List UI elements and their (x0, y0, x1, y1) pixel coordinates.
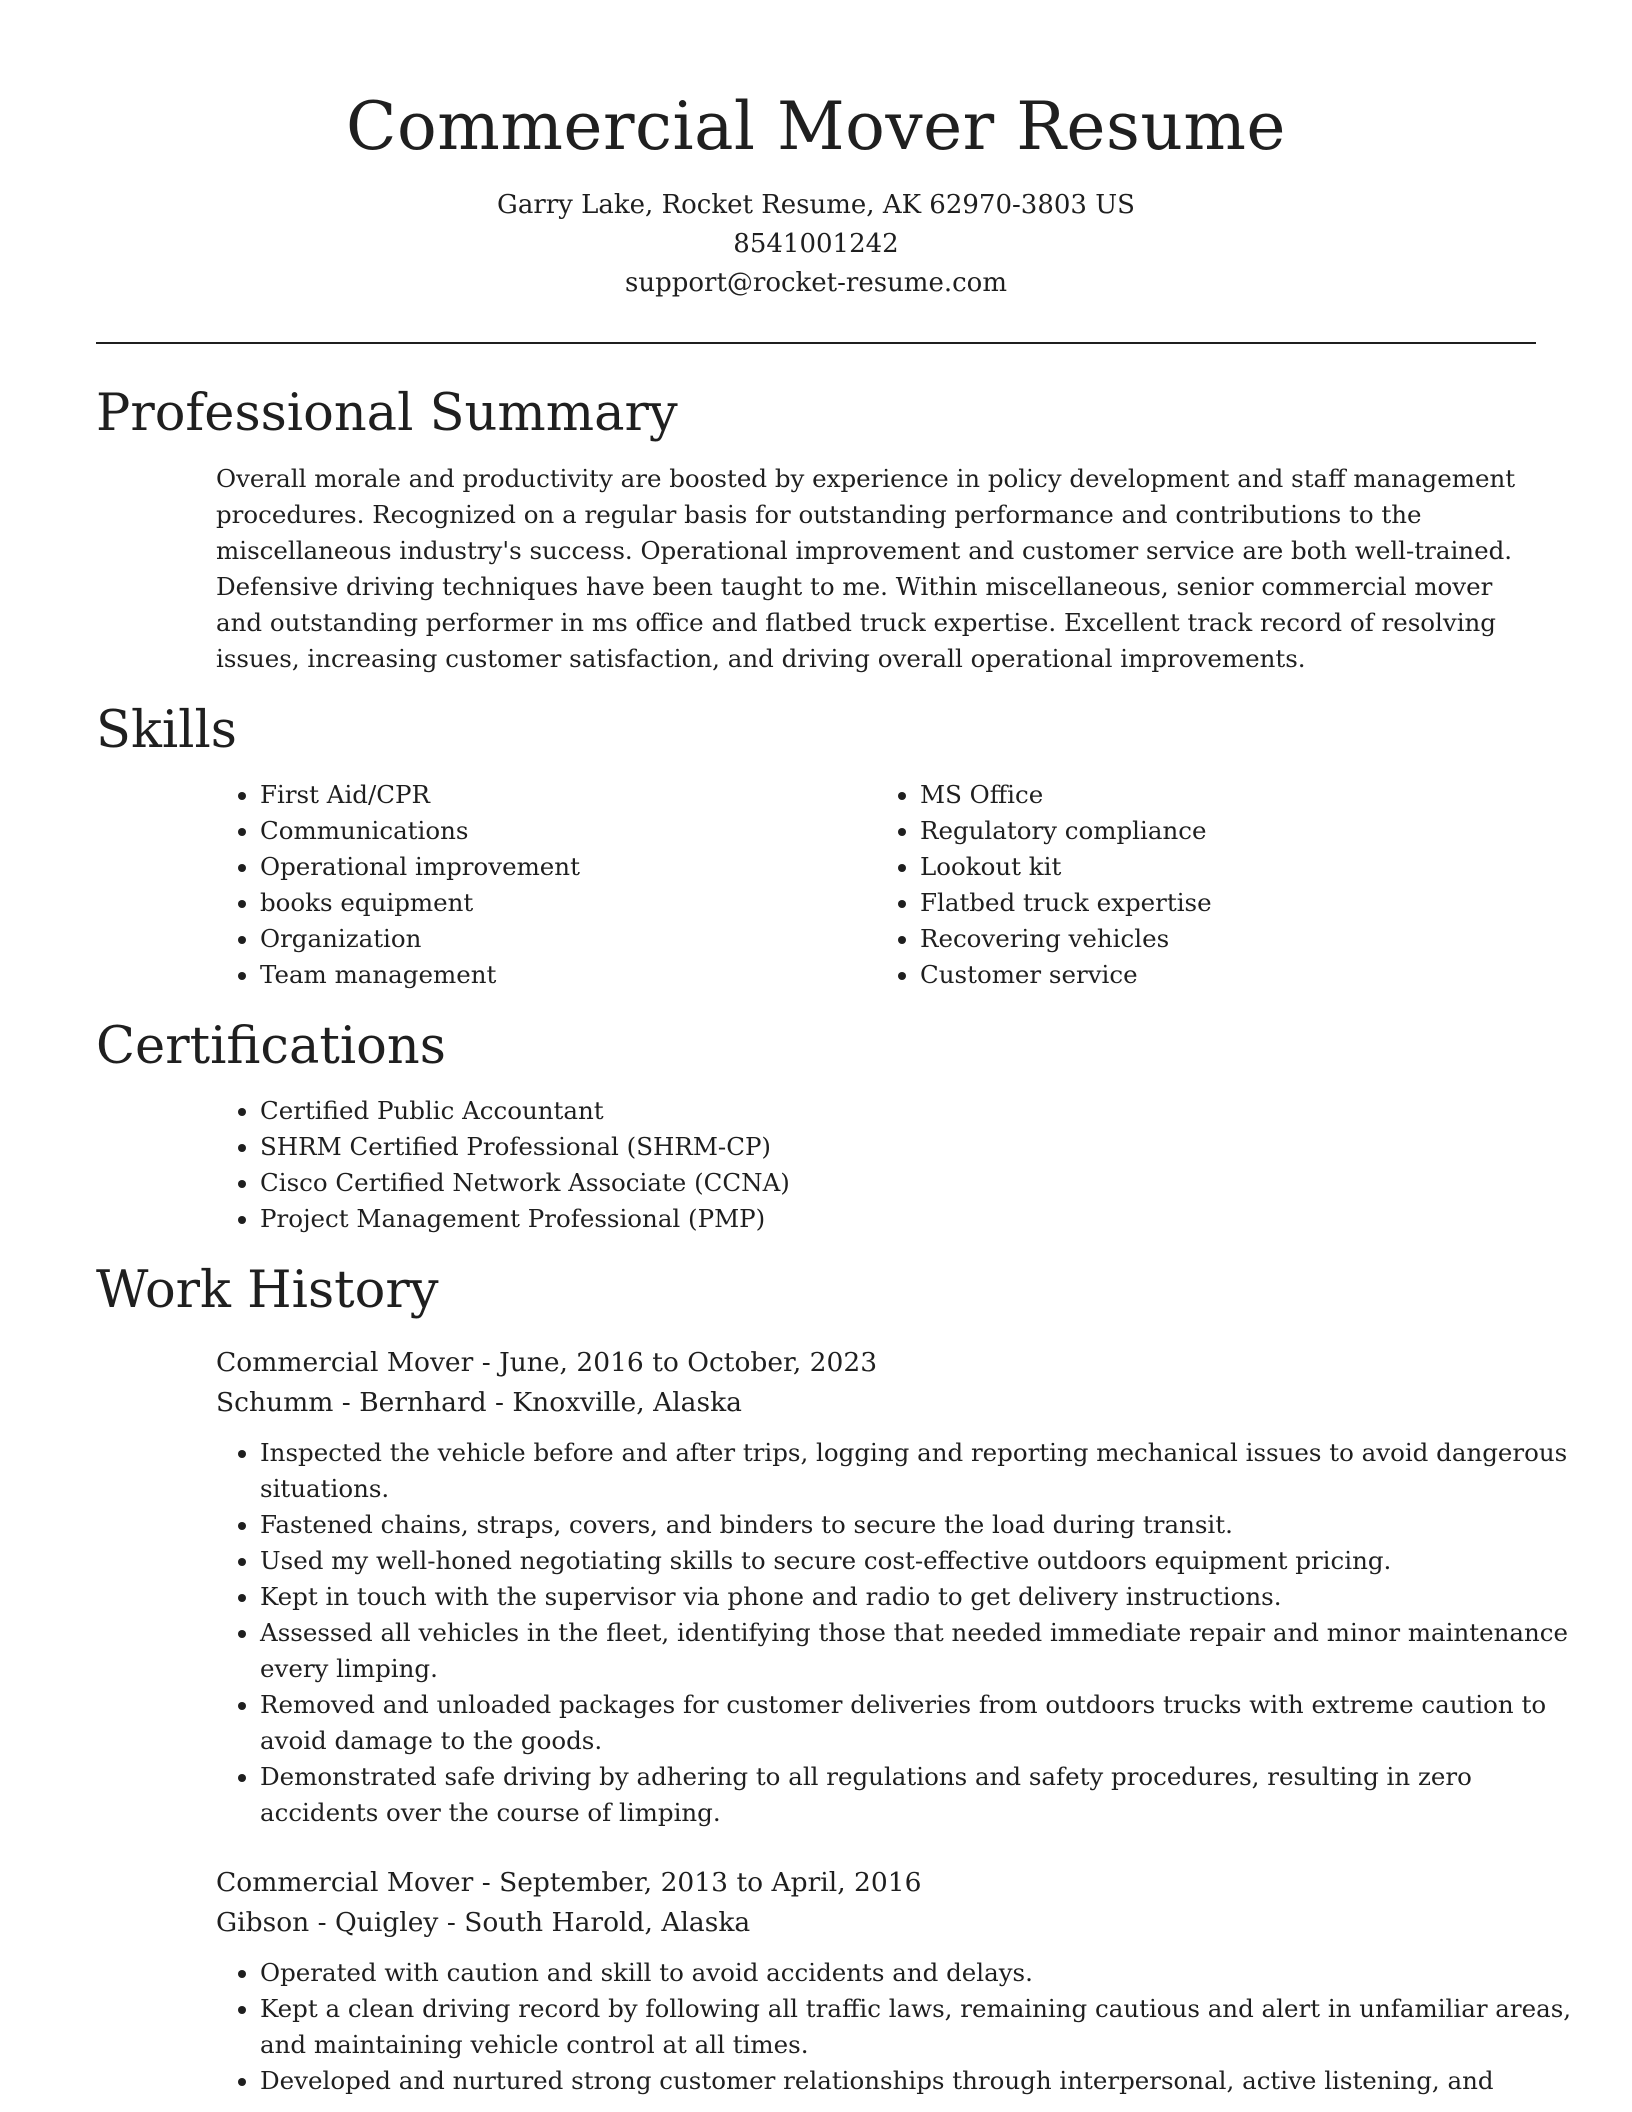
summary-section (96, 380, 1536, 677)
list-item: • Developed and nurtured strong customer relationships through interpersonal, active listening, and (260, 2063, 1590, 2099)
list-item: • Used my well-honed negotiating skills to secure cost-effective outdoors equipment pricing. (260, 1543, 1590, 1579)
resume-header (0, 0, 1632, 303)
list-item: • Removed and unloaded packages for customer deliveries from outdoors trucks with extreme caution to avoid damage to the goods. (260, 1687, 1590, 1759)
job-duties-list (216, 1955, 1590, 2099)
list-item: • Cisco Certified Network Associate (CCNA) (260, 1165, 1536, 1201)
contact-block (0, 186, 1632, 303)
job-title-line (216, 1343, 1536, 1383)
summary-text: Overall morale and productivity are boosted by experience in policy development and staff management procedures. Recognized on a regular basis for outstanding performance and contributions to the miscellaneous industry's success. Operational improvement and customer service are both well-trained. Defensive driving techniques have been taught to me. Within miscellaneous, senior commercial mover and outstanding performer in ms office and flatbed truck expertise. Excellent track record of resolving issues, increasing customer satisfaction, and driving overall operational improvements. (216, 464, 1516, 673)
certifications-section (96, 1013, 1536, 1237)
skills-column-left (216, 777, 876, 993)
work-history-section (96, 1257, 1572, 2099)
skills-column-right (876, 777, 1536, 993)
certifications-heading: Certifications (96, 1017, 446, 1076)
list-item: • Flatbed truck expertise (920, 885, 1536, 921)
list-item: • Fastened chains, straps, covers, and binders to secure the load during transit. (260, 1507, 1590, 1543)
contact-email: support@rocket-resume.com (624, 268, 1007, 298)
list-item: • Project Management Professional (PMP) (260, 1201, 1536, 1237)
skills-list (216, 777, 1536, 993)
list-item: • Inspected the vehicle before and after trips, logging and reporting mechanical issues to avoid dangerous situations. (260, 1435, 1590, 1507)
list-item: • Recovering vehicles (920, 921, 1536, 957)
job-company: Schumm - Bernhard (216, 1387, 487, 1418)
job-company-line (216, 1903, 1536, 1943)
job-title: Commercial Mover (216, 1867, 474, 1898)
list-item: • Customer service (920, 957, 1536, 993)
list-item: • Demonstrated safe driving by adhering to all regulations and safety procedures, resulting in zero accidents over the course of limping. (260, 1759, 1590, 1831)
list-item: • Operated with caution and skill to avoid accidents and delays. (260, 1955, 1590, 1991)
job-dates: - September, 2013 to April, 2016 (473, 1867, 922, 1898)
summary-heading: Professional Summary (96, 384, 678, 443)
list-item: • Communications (260, 813, 876, 849)
job-entry (216, 1343, 1568, 1831)
list-item: • First Aid/CPR (260, 777, 876, 813)
skills-heading: Skills (96, 701, 237, 760)
list-item: • Kept in touch with the supervisor via phone and radio to get delivery instructions. (260, 1579, 1590, 1615)
list-item: • Regulatory compliance (920, 813, 1536, 849)
list-item: • books equipment (260, 885, 876, 921)
list-item: • Operational improvement (260, 849, 876, 885)
list-item: • Team management (260, 957, 876, 993)
contact-phone: 8541001242 (733, 229, 899, 259)
list-item: • Assessed all vehicles in the fleet, identifying those that needed immediate repair and minor maintenance every limping. (260, 1615, 1590, 1687)
skills-section (96, 697, 1536, 993)
job-title: Commercial Mover (216, 1347, 474, 1378)
resume-body (96, 380, 1572, 2099)
job-entry (216, 1863, 1572, 2099)
list-item: • Organization (260, 921, 876, 957)
list-item: • SHRM Certified Professional (SHRM-CP) (260, 1129, 1536, 1165)
list-item: • Lookout kit (920, 849, 1536, 885)
header-divider (96, 342, 1536, 344)
list-item: • Certified Public Accountant (260, 1093, 1536, 1129)
job-location: - South Harold, Alaska (438, 1907, 751, 1938)
certifications-list (216, 1093, 1536, 1237)
list-item: • MS Office (920, 777, 1536, 813)
job-location: - Knoxville, Alaska (486, 1387, 742, 1418)
resume-title: Commercial Mover Resume (346, 88, 1286, 165)
job-duties-list (216, 1435, 1590, 1831)
job-company-line (216, 1383, 1536, 1423)
job-dates: - June, 2016 to October, 2023 (473, 1347, 878, 1378)
job-company: Gibson - Quigley (216, 1907, 439, 1938)
list-item: • Kept a clean driving record by following all traffic laws, remaining cautious and alert in unfamiliar areas, and maintaining vehicle control at all times. (260, 1991, 1590, 2063)
work-history-heading: Work History (96, 1261, 439, 1320)
contact-address: Garry Lake, Rocket Resume, AK 62970-3803 US (497, 190, 1135, 220)
job-title-line (216, 1863, 1536, 1903)
